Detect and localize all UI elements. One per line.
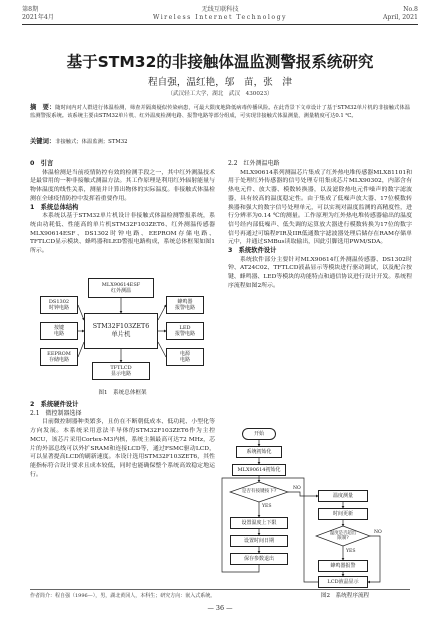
fig1-led-box: LED 报警电路 bbox=[166, 322, 204, 340]
fig2-refresh: 时间更新 bbox=[318, 508, 368, 520]
right-column-text bbox=[228, 160, 412, 291]
fig1-beep-box: 蜂鸣器 报警电路 bbox=[166, 296, 204, 314]
fig1-tft-box: TFTLCD 显示电路 bbox=[92, 362, 150, 380]
fig1-caption: 图1 系统总体框架 bbox=[98, 390, 147, 396]
header-right bbox=[383, 6, 418, 22]
section-2-2-paragraph: MLX90614系列测温芯片集成了红外热电堆传感器MLX81101和用于处理红外传感器的信号处理专用集成芯片MLX90302，内部含有热电元件、放大器、模数转换器，以及滤除热电元件噪声的数字滤波器，具有较高的温度稳定性。由于集成了低噪声放大器、17位模数转换器和强大的数字信号处理单元，可以实现对温度监测的高精度性，进行分辨率为0.14 ℃的测量。工作原理为红外热电堆传感器输出的温度信号经内部低噪声、低失调的运算放大器进行模数转换为17位的数字信号再通过可编程FIR及IIR低通数字滤波器处理后储存在RAM存储单元中，并通过SMBus读取输出，因此引脚选用PWM/SDA。 bbox=[228, 169, 412, 246]
section-2-title: 2 系统硬件设计 bbox=[30, 401, 79, 408]
section-0-title: 0 引言 bbox=[30, 160, 54, 167]
fig2-enter-question: 是否有按键按下? bbox=[230, 482, 288, 502]
fig2-save: 保存参数退出 bbox=[230, 553, 288, 565]
header-center bbox=[22, 6, 418, 22]
section-1-title: 1 系统总体结构 bbox=[30, 203, 79, 211]
header-date-cn: 2021年4月 bbox=[22, 14, 55, 21]
header-date-en: April, 2021 bbox=[382, 14, 418, 21]
abstract-label: 摘 要： bbox=[30, 104, 56, 111]
header-issue: 第8期 bbox=[22, 6, 39, 13]
section-0-paragraph: 体温检测是当前疫情防控有效的检测手段之一，其中红外测温技术是最常用的一种非接触式测温方法。其工作原理是利用红外辐射能量与物体温度的线性关系，测量并计算出物体的实际温度。非接触式体温检测在全球疫情防控中发挥着重要作用。 bbox=[30, 169, 215, 202]
paper-affiliation: （武汉轻工大学，湖北 武汉 430023） bbox=[167, 91, 273, 97]
fig2-no-2: NO bbox=[374, 530, 382, 535]
left-column-bottom bbox=[30, 401, 215, 479]
fig2-measure: 温度测量 bbox=[318, 490, 368, 502]
fig1-eeprom-box: EEPROM 存储电路 bbox=[40, 348, 78, 366]
fig1-sensor-box: MLX90614ESF 红外测温 bbox=[88, 278, 154, 298]
keywords-label: 关键词： bbox=[30, 138, 56, 145]
fig2-mlx-init: MLX90614初始化 bbox=[232, 464, 286, 476]
fig2-no-1: NO bbox=[293, 486, 301, 491]
header-journal-en: Wireless Internet Technology bbox=[152, 14, 288, 21]
section-2-2-title: 2.2 红外测温电路 bbox=[228, 160, 280, 167]
fig1-power-box: 电源 电路 bbox=[166, 348, 204, 366]
abstract bbox=[30, 104, 410, 120]
running-header bbox=[22, 6, 418, 30]
left-column-top bbox=[30, 160, 215, 256]
abstract-text: 随时间内对人群进行体温检测，筛查并隔离疑似传染病患，可最大限度地降低病毒传播风险。在此背景下文章设计了基于STM32单片机的非接触式体温监测警报系统。该系统主要由STM32单片机、红外温度检测电路、报警电路等部分组成，可实现非接触式体温测量，测量精度可达0.1 ℃。 bbox=[30, 105, 410, 120]
fig2-yes-2: YES bbox=[346, 549, 356, 554]
keywords-text: 非接触式；体温监测；STM32 bbox=[55, 139, 128, 145]
fig2-set-time: 设置时间日期 bbox=[230, 535, 288, 547]
section-2-1-paragraph: 目前微控制器种类繁多，且仿在不断朝低成本、低功耗、小型化等方向发展。本系统采用意法半导体的STM32F103ZET6作为主控MCU，该芯片采用Cortex-M3内核，系统主频最高可达72 MHz，芯片的外部总线可以外扩SRAM和连接LCD等，通过FSMC驱动LCD，可以显著提高LCD的刷新速度。本设计选用STM32F103ZET6，其性能指标符合设计要求且成本较低，同时也能确保整个系统高效稳定地运行。 bbox=[30, 419, 215, 478]
page-number: — 36 — bbox=[207, 604, 233, 612]
header-rule bbox=[22, 24, 418, 25]
keywords bbox=[30, 138, 410, 146]
footnote: 作者简介：程自强（1996—），男，湖北黄冈人，本科生；研究方向：嵌入式系统。 bbox=[30, 589, 410, 599]
paper-authors: 程自强，温红艳，邬 苗，张 津 bbox=[148, 77, 292, 88]
section-3-paragraph: 系统软件部分主要针对MLX90614红外测温传感器、DS1302时钟、AT24C02、TFTLCD液晶显示等模块进行驱动调试，以及配合按键、蜂鸣器、LED等模块的功能特点和通信协议进行设计开发。系统程序流程如图2所示。 bbox=[228, 256, 412, 289]
header-number: No.8 bbox=[403, 6, 418, 13]
header-journal-cn: 无线互联科技 bbox=[201, 6, 239, 13]
fig1-clock-box: DS1302 时钟电路 bbox=[40, 296, 78, 314]
fig2-alarm: 蜂鸣器报警 bbox=[318, 560, 368, 572]
fig2-yes-1: YES bbox=[262, 504, 272, 509]
fig2-lcd: LCD液晶显示 bbox=[318, 576, 368, 588]
section-3-title: 3 系统软件设计 bbox=[228, 247, 277, 255]
fig2-caption: 图2 系统程序流程 bbox=[320, 593, 370, 599]
fig2-start: 开始 bbox=[242, 428, 276, 440]
fig2-set-limits: 设置温度上下限 bbox=[230, 517, 288, 529]
fig1-mcu-box: STM32F103ZET6 单片机 bbox=[84, 313, 158, 349]
fig1-key-box: 按键 电路 bbox=[40, 322, 78, 340]
paper-title: 基于STM32的非接触体温监测警报系统研究 bbox=[66, 53, 374, 71]
fig2-over-question: 温度是否超出 限制? bbox=[316, 526, 370, 546]
fig2-init: 系统初始化 bbox=[236, 446, 282, 458]
section-2-1-title: 2.1 微控制器选择 bbox=[30, 409, 82, 417]
section-1-paragraph: 本系统以基于STM32单片机设计非接触式体温检测警报系统，系统由功耗低、性能高的单片机STM32F103ZET6、红外测温传感器MLX90614ESF、DS1302时钟电路、EEPROM存储电路、TFTLCD显示模块、蜂鸣器和LED警报电路构成，系统总体框架如图1所示。 bbox=[30, 213, 215, 255]
